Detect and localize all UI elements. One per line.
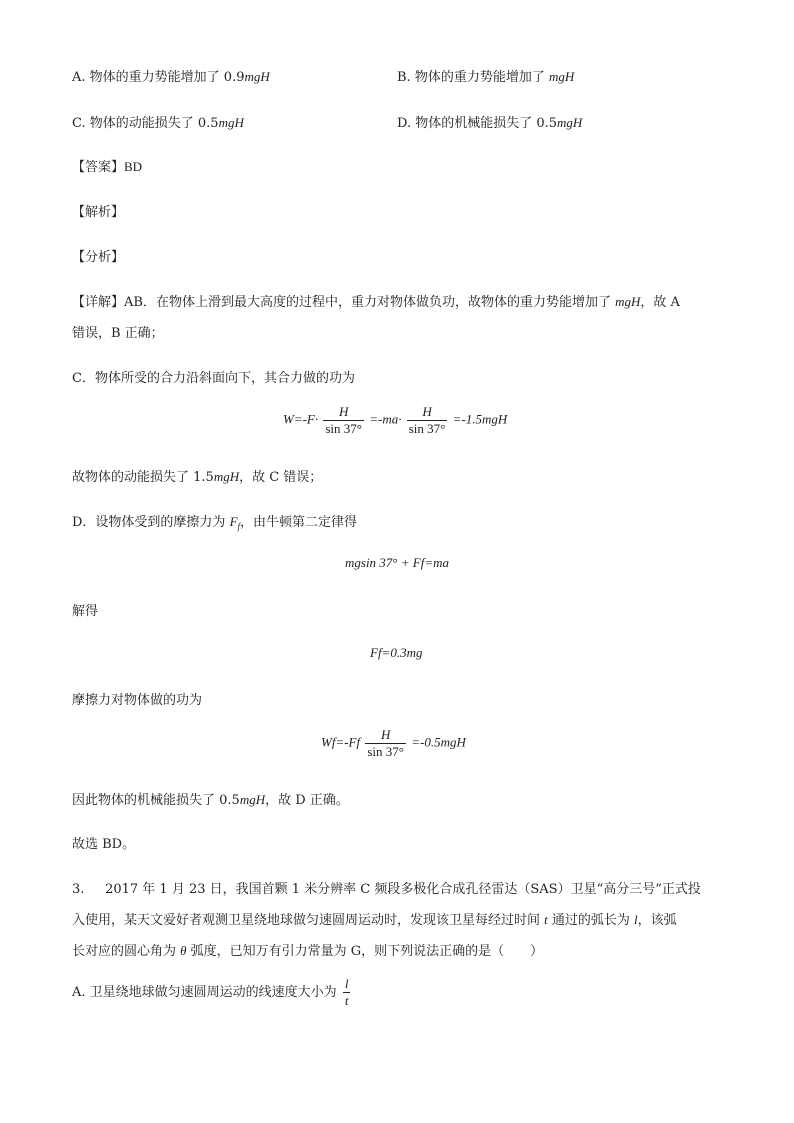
equation-newton: mgsin 37° + Ff=ma <box>345 555 449 570</box>
d-line-pre: D．设物体受到的摩擦力为 <box>72 515 230 530</box>
option-c <box>72 112 244 131</box>
detail-ab-line1 <box>72 291 680 310</box>
eq1-lhs: W=-F· <box>283 411 319 427</box>
d-line-sub: f <box>237 521 241 532</box>
detail-ab-line2: 错误，B 正确； <box>72 326 164 341</box>
eq1-frac1-den: sin 37° <box>325 421 362 436</box>
q3-option-a-text: 卫星绕地球做匀速圆周运动的线速度大小为 <box>89 985 337 1000</box>
detail-d-line <box>72 511 357 532</box>
eq4-rhs: =-0.5mgH <box>411 734 466 750</box>
d-conclusion-pre: 因此物体的机械能损失了 0.5 <box>72 793 240 808</box>
q3-line3-mid: 弧度，已知万有引力常量为 G，则下列说法正确的是（ ） <box>186 944 544 959</box>
q3-option-a-label: A. <box>72 985 86 1000</box>
detail-tag: 【详解】 <box>72 295 125 310</box>
q3-line2-t: t <box>544 912 548 927</box>
eq1-mid: =-ma· <box>369 411 402 427</box>
option-d-label: D. <box>397 116 412 131</box>
eq4-lhs: Wf=-Ff <box>321 734 361 750</box>
option-a-label: A. <box>72 70 86 85</box>
q3-line3-theta: θ <box>180 943 187 958</box>
detail-c-line: C．物体所受的合力沿斜面向下，其合力做的功为 <box>72 371 355 386</box>
q3-line3-pre: 长对应的圆心角为 <box>72 944 181 959</box>
option-b-math: mgH <box>548 69 575 84</box>
q3-option-a-num: l <box>344 976 349 991</box>
option-b <box>397 66 574 85</box>
answer-tag: 【答案】 <box>72 160 125 175</box>
q3-line2-pre: 入使用，某天文爱好者观测卫星绕地球做匀速圆周运动时，发现该卫星每经过时间 <box>72 913 545 928</box>
friction-line: 摩擦力对物体做的功为 <box>72 693 203 708</box>
option-a <box>72 66 270 85</box>
eq1-frac1 <box>323 404 364 437</box>
eq1-rhs: =-1.5mgH <box>452 411 508 427</box>
option-d-math: mgH <box>557 115 583 130</box>
detail-ab-tail: ，故 A <box>640 295 680 310</box>
detail-ab-math: mgH <box>615 294 641 309</box>
q3-option-a <box>72 976 352 1009</box>
q3-line3 <box>72 940 543 959</box>
q3-line2-post: ，该弧 <box>637 913 677 928</box>
detail-c-conclusion <box>72 466 322 485</box>
eq4-frac-num: H <box>380 727 391 742</box>
option-c-label: C. <box>72 116 86 131</box>
fenxi-tag: 【分析】 <box>72 250 125 265</box>
eq1-frac2-den: sin 37° <box>408 421 446 436</box>
eq4-frac <box>365 727 406 760</box>
c-conclusion-pre: 故物体的动能损失了 1.5 <box>72 470 214 485</box>
c-conclusion-math: mgH <box>213 469 240 484</box>
option-d <box>397 112 582 131</box>
option-c-text: 物体的动能损失了 0.5 <box>89 116 219 131</box>
q3-line1-text: 2017 年 1 月 23 日，我国首颗 1 米分辨率 C 频段多极化合成孔径雷达（SAS）卫星“高分三号”正式投 <box>105 882 701 897</box>
option-d-text: 物体的机械能损失了 0.5 <box>415 116 558 131</box>
eq1-frac2-num: H <box>422 404 432 419</box>
d-conclusion-math: mgH <box>239 792 266 807</box>
option-a-math: mgH <box>244 69 270 84</box>
option-c-math: mgH <box>218 115 244 130</box>
detail-d-conclusion <box>72 789 349 808</box>
answer-line <box>72 156 142 175</box>
detail-ab-text: AB．在物体上滑到最大高度的过程中，重力对物体做负功，故物体的重力势能增加了 <box>124 295 616 310</box>
option-b-label: B. <box>397 70 411 85</box>
q3-number: 3. <box>72 882 85 897</box>
equation-friction-work <box>321 727 466 760</box>
q3-option-a-den: t <box>344 993 349 1008</box>
final-answer: 故选 BD。 <box>72 837 136 852</box>
q3-line1 <box>72 878 701 897</box>
equation-work-net <box>283 404 507 437</box>
q3-line2 <box>72 909 677 928</box>
eq1-frac1-num: H <box>338 404 349 419</box>
jiede-label: 解得 <box>72 604 99 619</box>
d-conclusion-post: ，故 D 正确。 <box>265 793 349 808</box>
eq1-frac2 <box>407 404 448 437</box>
option-b-text: 物体的重力势能增加了 <box>414 70 549 85</box>
q3-option-a-frac <box>343 976 351 1009</box>
d-line-math: F <box>229 514 238 529</box>
c-conclusion-post: ，故 C 错误； <box>239 470 323 485</box>
q3-line2-l: l <box>634 912 638 927</box>
option-a-text: 物体的重力势能增加了 0.9 <box>89 70 245 85</box>
equation-friction: Ff=0.3mg <box>370 645 423 660</box>
d-line-post: ，由牛顿第二定律得 <box>240 515 358 530</box>
analysis-tag: 【解析】 <box>72 205 125 220</box>
eq4-frac-den: sin 37° <box>367 744 404 759</box>
answer-value: BD <box>124 159 143 174</box>
q3-line2-mid: 通过的弧长为 <box>547 913 635 928</box>
